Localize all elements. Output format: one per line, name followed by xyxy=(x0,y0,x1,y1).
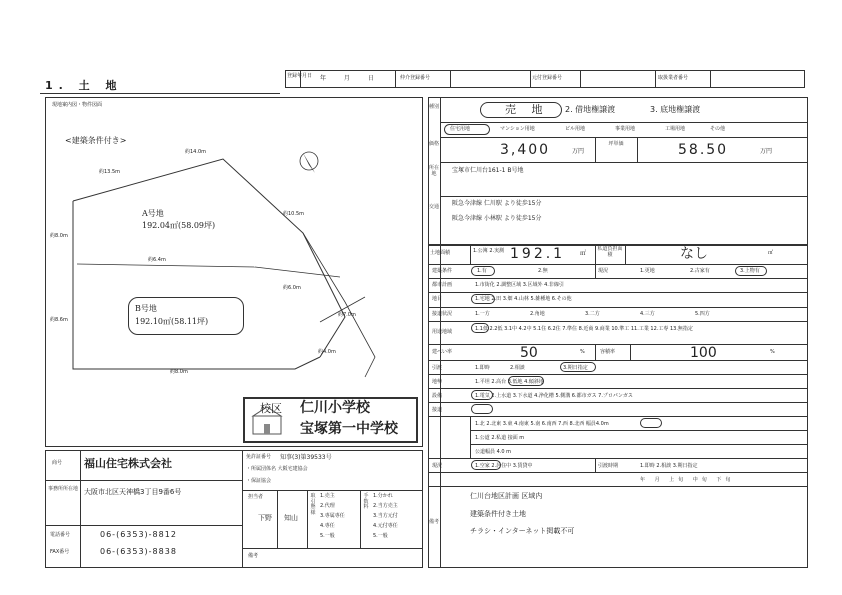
fee-label: 手数料 xyxy=(363,493,369,510)
kind-label: 種別 xyxy=(429,104,440,110)
remarks-line-1: 仁川台地区計画 区域内 xyxy=(470,492,543,500)
private-road-unit: ㎡ xyxy=(768,250,774,256)
build-condition-label: 建築条件 xyxy=(432,268,453,274)
tel-label: 電話番号 xyxy=(50,532,71,538)
road-status-option: 2.角地 xyxy=(530,311,545,317)
broker-reg-label: 仲介登録番号 xyxy=(400,75,431,81)
traffic-line-2: 阪急今津線 小林駅 より徒歩15分 xyxy=(452,215,542,222)
address-label: 事務所所在地 xyxy=(48,486,79,492)
dim-label: 約8.6m xyxy=(50,317,68,323)
dim-label: 約10.5m xyxy=(283,211,305,217)
road-direction: 1.北 2.北東 3.東 4.南東 5.南 6.南西 7.西 8.北西 幅員4.0m xyxy=(475,421,609,427)
current-option: 1.更地 xyxy=(640,268,655,274)
dim-label: 約7.0m xyxy=(338,312,356,318)
deal-type-label: 取引態様 xyxy=(310,493,316,516)
fax-label: FAX番号 xyxy=(50,549,70,555)
road-status-option: 4.三方 xyxy=(640,311,655,317)
remarks-label: 備考 xyxy=(429,519,440,525)
land-area-unit: ㎡ xyxy=(580,250,587,257)
license-number: 知事(3)第39533号 xyxy=(280,454,332,461)
topography-label: 地勢 xyxy=(432,379,443,385)
deal-item: 1.売主 xyxy=(320,493,335,499)
move-label: 引渡時期 xyxy=(598,463,619,469)
facility-label: 設備 xyxy=(432,393,443,399)
subtype-item: 住宅用地 xyxy=(450,126,471,132)
build-cond-option: 2.無 xyxy=(538,268,548,274)
coverage-label: 建ぺい率 xyxy=(432,349,453,355)
lot-plan-drawing xyxy=(45,97,423,447)
road-width: 公道幅員 4.0 m xyxy=(475,449,512,455)
reg-date: 年 月 日 xyxy=(320,75,382,82)
land-area-label: 土地面積 xyxy=(430,250,451,256)
delivery-option: 2.相談 xyxy=(510,365,525,371)
price-label: 価格 xyxy=(429,141,440,147)
far-unit: % xyxy=(770,349,775,355)
deal-item: 2.代理 xyxy=(320,503,335,509)
current-label: 現況 xyxy=(598,268,609,274)
tsubo-label: 坪単価 xyxy=(608,141,624,147)
build-condition-note: <建築条件付き> xyxy=(65,136,127,145)
road-dir-selected-oval xyxy=(640,418,662,428)
map-header: 現地案内図・物件図面 xyxy=(52,102,103,108)
subtype-item: マンション用地 xyxy=(500,126,535,132)
staff-name: 下野 xyxy=(258,514,272,522)
elementary-school: 仁川小学校 xyxy=(300,400,370,416)
deal-item: 5.一般 xyxy=(320,533,335,539)
deal-item: 4.専任 xyxy=(320,523,335,529)
license-label: 免許証番号 xyxy=(246,454,272,460)
junior-high-school: 宝塚第一中学校 xyxy=(300,421,398,437)
current-option: 2.古家有 xyxy=(690,268,710,274)
price-value: 3,400 xyxy=(500,142,551,158)
fee-item: 2.当方売主 xyxy=(373,503,398,509)
road-status-option: 5.四方 xyxy=(695,311,710,317)
move-date: 年 月 上旬 中旬 下旬 xyxy=(640,477,735,483)
dim-label: 約6.0m xyxy=(283,285,301,291)
traffic-line-1: 阪急今津線 仁川駅 より徒歩15分 xyxy=(452,200,542,207)
kind-selected: 売 地 xyxy=(505,103,549,116)
dim-label: 約8.0m xyxy=(50,233,68,239)
company-fax: 06-(6353)-8838 xyxy=(100,547,177,556)
road-detail-label: 接道 xyxy=(432,407,443,413)
land-area-method: 1.公簿 2.実測 xyxy=(473,248,505,254)
far-value: 100 xyxy=(690,345,717,361)
company-name-label: 商号 xyxy=(52,460,63,466)
dim-label: 約4.0m xyxy=(318,349,336,355)
road-status-label: 接道状況 xyxy=(432,311,453,317)
fee-item: 3.当方元付 xyxy=(373,513,398,519)
urban-plan-value: 1.市街化 2.調整区域 3.区域外 4.非線引 xyxy=(475,282,564,288)
road-public-private: 1.公道 2.私道 接面 m xyxy=(475,435,525,441)
facility-value: 1.電気 2.上水道 3.下水道 4.浄化槽 5.側溝 6.都市ガス 7.プロパンガス xyxy=(475,393,633,399)
delivery-label: 引渡 xyxy=(432,365,443,371)
kind-option-3: 3. 底地権譲渡 xyxy=(650,105,701,114)
kind-option-2: 2. 借地権譲渡 xyxy=(565,105,616,114)
private-road-label: 私道負担面積 xyxy=(597,246,623,258)
staff-name-2: 知山 xyxy=(284,514,298,522)
land-area-value: 192.1 xyxy=(510,246,566,262)
private-road-value: なし xyxy=(680,246,708,262)
reg-date-label: 登録年月日 xyxy=(287,73,313,79)
fee-item: 4.元付専任 xyxy=(373,523,398,529)
coverage-value: 50 xyxy=(520,345,538,361)
deal-item: 3.専属専任 xyxy=(320,513,345,519)
lot-a-name: A号地 xyxy=(142,209,164,218)
origin-reg-label: 元付登録番号 xyxy=(532,75,563,81)
status-value: 1.空家 2.居住中 3.賃貸中 xyxy=(475,463,533,469)
road-detail-selected-oval xyxy=(471,404,493,414)
tsubo-price: 58.50 xyxy=(678,142,729,158)
company-name: 福山住宅株式会社 xyxy=(84,457,172,470)
urban-plan-label: 都市計画 xyxy=(432,282,453,288)
build-cond-option: 1.有 xyxy=(477,268,487,274)
delivery-option: 1.即時 xyxy=(475,365,490,371)
zoning-label: 用途地域 xyxy=(432,329,453,335)
location-label: 所在地 xyxy=(429,165,440,177)
traffic-label: 交通 xyxy=(429,204,440,210)
dealer-no-label: 取扱業者番号 xyxy=(658,75,689,81)
fee-item: 1.分かれ xyxy=(373,493,393,499)
land-type-label: 地目 xyxy=(432,296,443,302)
company-tel: 06-(6353)-8812 xyxy=(100,530,177,539)
dim-label: 約13.5m xyxy=(99,169,121,175)
subtype-item: その他 xyxy=(710,126,726,132)
location-value: 宝塚市仁川台161-1 B号地 xyxy=(452,167,524,174)
delivery-option: 3.期日指定 xyxy=(563,365,588,371)
price-unit: 万円 xyxy=(572,148,585,155)
fee-item: 5.一般 xyxy=(373,533,388,539)
zoning-value: 1.1低 2.2低 3.1中 4.2中 5.1住 6.2住 7.準住 8.近商 9.商業 10.準工 11.工業 12.工専 13.無指定 xyxy=(475,326,693,332)
dim-label: 約8.0m xyxy=(170,369,188,375)
dim-label: 約14.0m xyxy=(185,149,207,155)
road-status-option: 3.二方 xyxy=(585,311,600,317)
status-label: 現況 xyxy=(432,463,443,469)
guarantee-assoc: ・保証協会 xyxy=(246,478,272,484)
company-address: 大阪市北区天神橋3丁目9番6号 xyxy=(84,488,182,496)
lot-b-area: 192.10㎡(58.11坪) xyxy=(135,317,209,326)
far-label: 容積率 xyxy=(600,349,616,355)
subtype-item: 工場用地 xyxy=(665,126,686,132)
section-title: 1. 土 地 xyxy=(45,79,123,92)
coverage-unit: % xyxy=(580,349,585,355)
tsubo-unit: 万円 xyxy=(760,148,773,155)
title-underline xyxy=(40,93,280,94)
dim-label: 約6.4m xyxy=(148,257,166,263)
association: ・所属団体名 大阪宅建協会 xyxy=(246,466,308,472)
current-option: 3.上物有 xyxy=(740,268,760,274)
subtype-item: 事業用地 xyxy=(615,126,636,132)
lot-a-area: 192.04㎡(58.09坪) xyxy=(142,221,216,230)
company-remarks-label: 備考 xyxy=(248,553,259,559)
move-value: 1.即時 2.相談 3.期日指定 xyxy=(640,463,698,469)
land-type-value: 1.宅地 2.田 3.畑 4.山林 5.雑種地 6.その他 xyxy=(475,296,572,302)
staff-label: 担当者 xyxy=(248,494,264,500)
remarks-line-2: 建築条件付き土地 xyxy=(470,510,526,518)
lot-b-name: B号地 xyxy=(135,304,157,313)
remarks-line-3: チラシ・インターネット掲載不可 xyxy=(470,527,575,535)
topography-value: 1.平坦 2.高台 3.低地 4.傾斜地 xyxy=(475,379,544,385)
road-status-option: 1.一方 xyxy=(475,311,490,317)
lot-b-highlight xyxy=(128,297,244,335)
subtype-item: ビル用地 xyxy=(565,126,586,132)
school-label: 校区 xyxy=(260,402,282,415)
